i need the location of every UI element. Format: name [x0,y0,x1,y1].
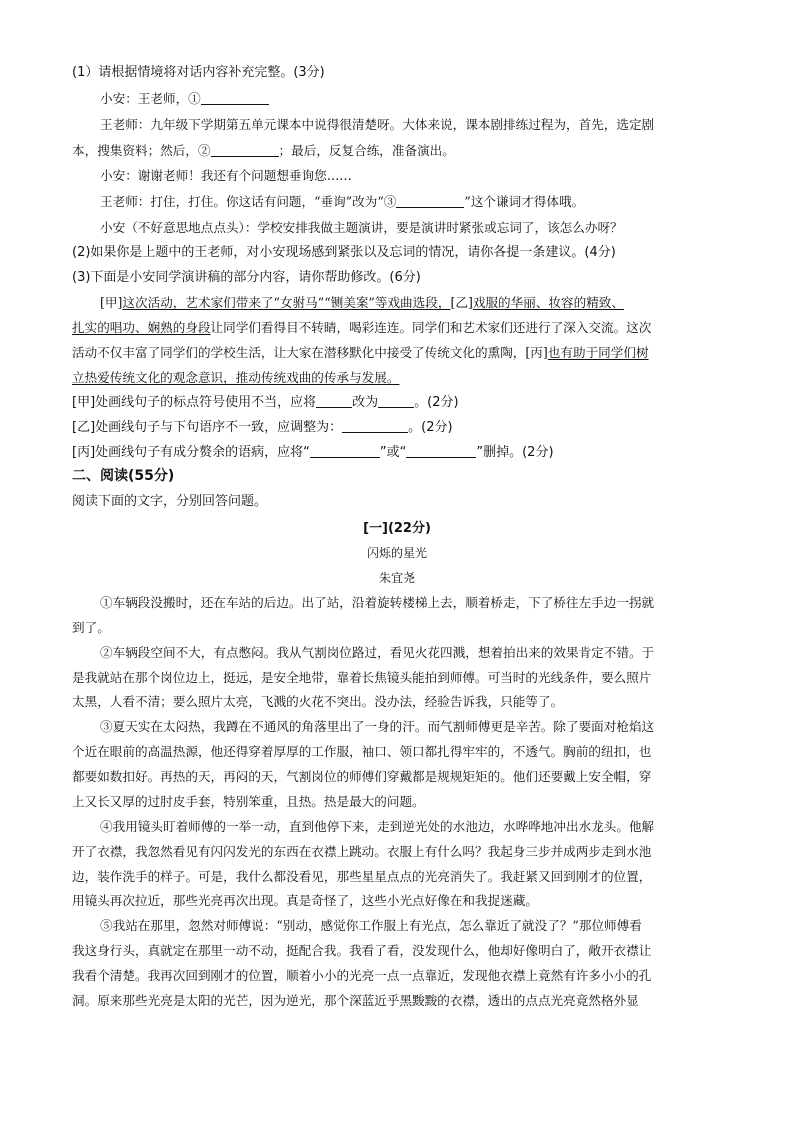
answer-blank-1[interactable] [201,91,269,105]
dialog-line-4 [100,192,584,211]
answer-blank-jia-1[interactable] [316,394,352,408]
marker-yi: [乙] [450,295,473,310]
reading-part-label: [一](22分) [363,521,431,536]
essay-line: 用镜头再次拉近，那些光亮再次出现。真是奇怪了，这些小光点好像在和我捉迷藏。 [72,893,538,908]
speech-line-3 [72,343,649,362]
sub-question-text: ”或“ [379,445,407,460]
answer-blank-bing-2[interactable] [406,444,476,458]
essay-line: ①车辆段没搬时，还在车站的后边。出了站，沿着旋转楼梯上去，顺着桥走，下了桥往左手边一拐就 [100,595,655,610]
underlined-sentence-bing: 也有助于同学们树 [547,345,649,360]
speech-line-2 [72,318,651,337]
sub-question-bing [72,443,554,462]
speech-line-1 [100,293,624,312]
essay-line: 我这身行头，真就定在那里一动不动，挺配合我。我看了看，没发现什么，他却好像明白了，敞开衣襟让 [72,943,652,958]
essay-line: 开了衣襟，我忽然看见有闪闪发光的东西在衣襟上跳动。衣服上有什么吗？我起身三步并成两步走到水池 [72,844,652,859]
question-2: (2)如果你是上题中的王老师，对小安现场感到紧张以及忘词的情况，请你各提一条建议。(4分) [72,245,616,260]
essay-title: 闪烁的星光 [366,546,427,560]
underlined-sentence-jia: 这次活动，艺术家们带来了“女驸马”“铡美案”等戏曲选段， [122,295,451,310]
dialog-text: ”这个谦词才得体哦。 [464,194,585,209]
essay-line: 是我就站在那个岗位边上，挺远，是安全地带，靠着长焦镜头能拍到师傅。可当时的光线条件，要么照片 [72,670,652,685]
essay-line: 个近在眼前的高温热源，他还得穿着厚厚的工作服，袖口、领口都扎得牢牢的，不透气。胸前的纽扣，也 [72,744,652,759]
essay-author: 朱宜尧 [378,571,415,585]
marker-bing: [丙] [525,345,548,360]
sub-question-text: ”删掉。(2分) [476,445,554,460]
dialog-text: 本，搜集资料；然后，② [72,143,211,158]
essay-line: 洞。原来那些光亮是太阳的光芒，因为逆光，那个深蓝近乎黑黢黢的衣襟，透出的点点光亮竟然格外显 [72,993,639,1008]
sub-question-text: 改为 [352,395,379,410]
dialog-line-5: 小安（不好意思地点点头）：学校安排我做主题演讲，要是演讲时紧张或忘词了，该怎么办呀？ [100,220,623,235]
speech-text: 让同学们看得目不转睛，喝彩连连。同学们和艺术家们还进行了深入交流。这次 [210,320,652,335]
underlined-sentence-yi: 戏服的华丽、妆容的精致、 [472,295,624,310]
underlined-sentence-bing-cont: 立热爱传统文化的观念意识，推动传统戏曲的传承与发展。 [72,370,400,385]
underlined-sentence-yi-cont: 扎实的唱功、娴熟的身段 [72,320,211,335]
dialog-line-2-cont [72,141,455,160]
answer-blank-3[interactable] [396,194,464,208]
section-2-instruction: 阅读下面的文字，分别回答问题。 [72,494,268,509]
speech-text: 活动不仅丰富了同学们的学校生活，让大家在潜移默化中接受了传统文化的熏陶， [72,345,526,360]
answer-blank-yi[interactable] [342,419,408,433]
answer-blank-2[interactable] [211,143,279,157]
essay-line: 都要如数扣好。再热的天，再闷的天，气割岗位的师傅们穿戴都是规规矩矩的。他们还要戴上安全帽，穿 [72,769,652,784]
essay-line: ③夏天实在太闷热，我蹲在不通风的角落里出了一身的汗。而气割师傅更是辛苦。除了要面对枪焰这 [100,719,655,734]
sub-question-text: [甲]处画线句子的标点符号使用不当，应将 [72,395,317,410]
answer-blank-jia-2[interactable] [378,394,414,408]
sub-question-text: 。(2分) [414,395,459,410]
answer-blank-bing-1[interactable] [310,444,380,458]
dialog-line-1 [100,89,269,108]
essay-line: ②车辆段空间不大，有点憋闷。我从气割岗位路过，看见火花四溅，想着拍出来的效果肯定不错。于 [100,645,655,660]
sub-question-jia [72,393,459,412]
essay-line: 边，装作洗手的样子。可是，我什么都没看见，那些星星点点的光亮消失了。我赶紧又回到刚才的位置， [72,869,652,884]
dialog-line-3: 小安：谢谢老师！我还有个问题想垂询您…… [100,168,352,183]
sub-question-text: 。(2分) [408,420,453,435]
essay-line: 我看个清楚。我再次回到刚才的位置，顺着小小的光亮一点一点靠近，发现他衣襟上竟然有许多小小的孔 [72,968,652,983]
sub-question-yi [72,418,453,437]
essay-line: 上又长又厚的过肘皮手套，特别笨重，且热。热是最大的问题。 [72,794,425,809]
dialog-text: 王老师：打住，打住。你这话有问题，“垂询”改为“③ [100,194,397,209]
dialog-text: 小安：王老师，① [100,91,201,106]
question-3-title: (3)下面是小安同学演讲稿的部分内容，请你帮助修改。(6分) [72,270,421,285]
essay-line: 到了。 [72,620,110,635]
essay-line: ⑤我站在那里，忽然对师傅说：“别动，感觉你工作服上有光点，怎么靠近了就没了？”那位师傅看 [100,918,642,933]
essay-line: ④我用镜头盯着师傅的一举一动，直到他停下来，走到逆光处的水池边，水哗哗地冲出水龙头。他解 [100,819,655,834]
question-1-title: (1）请根据情境将对话内容补充完整。(3分) [72,65,325,80]
essay-line: 太黑，人看不清；要么照片太亮，飞溅的火花不突出。没办法，经验告诉我，只能等了。 [72,694,564,709]
dialog-text: ；最后，反复合练，准备演出。 [278,143,455,158]
sub-question-text: [乙]处画线句子与下句语序不一致，应调整为： [72,420,343,435]
marker-jia: [甲] [100,295,123,310]
section-2-title: 二、阅读(55分) [72,468,175,484]
sub-question-text: [丙]处画线句子有成分赘余的语病，应将“ [72,445,310,460]
dialog-line-2: 王老师：九年级下学期第五单元课本中说得很清楚呀。大体来说，课本剧排练过程为，首先，选定剧 [100,117,655,132]
